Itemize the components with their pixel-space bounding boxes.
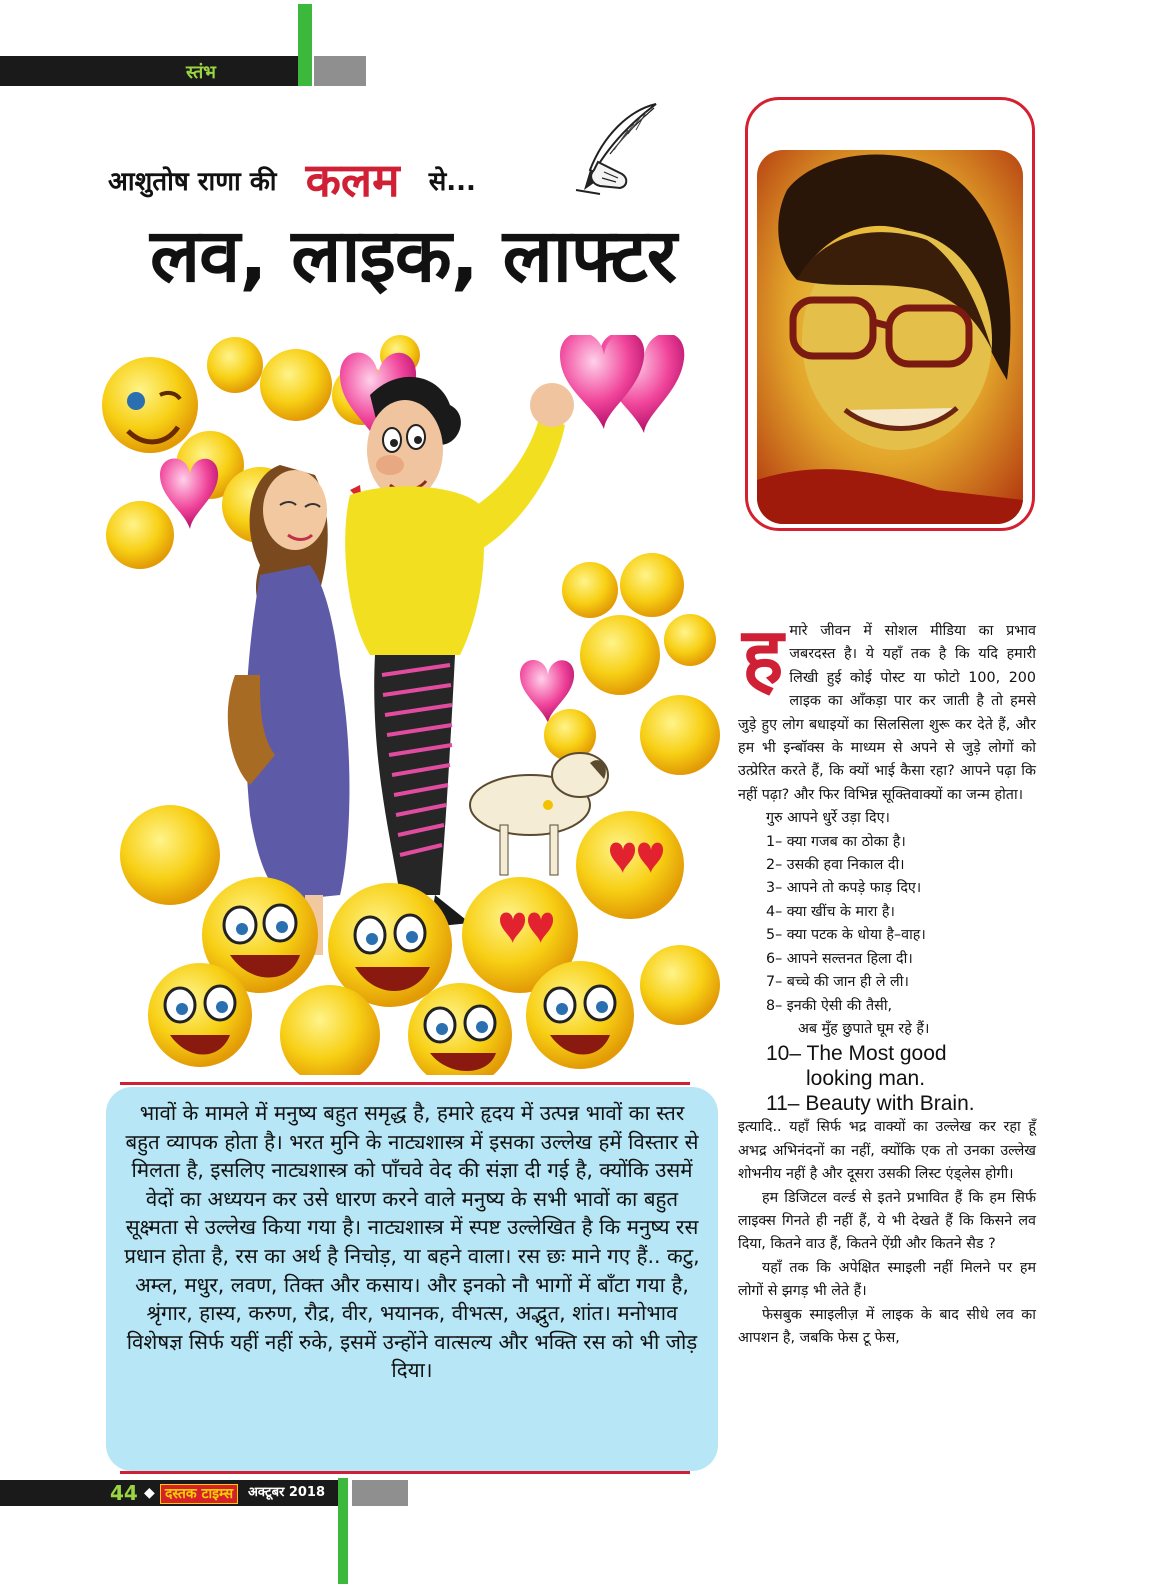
list-item: 8– इनकी ऐसी की तैसी, [766,997,893,1014]
list-item: 6– आपने सल्तनत हिला दी। [766,950,913,967]
list-item: 4– क्या खींच के मारा है। [766,903,895,920]
list-item: 7– बच्चे की जान ही ले ली। [766,974,909,991]
article-paragraph: यहाँ तक कि अपेक्षित स्माइली नहीं मिलने पर हम लोगों से झगड़ भी लेते हैं। [738,1259,1036,1300]
list-item: 5– क्या पटक के धोया है–वाह। [766,927,926,944]
list-item: 1– क्या गजब का ठोका है। [766,833,906,850]
article-intro-text: मारे जीवन में सोशल मीडिया का प्रभाव जबरदस्त है। ये यहाँ तक है कि यदि हमारी लिखी हुई कोई पोस्ट या फोटो 100, 200 लाइक का आँकड़ा पार कर जाती है तो हमसे जुड़े हुए लोग बधाइयों का सिलसिला शुरू कर देते हैं, और हम भी इन्बॉक्स के माध्यम से अपने से जुड़े लोगों को उत्प्रेरित करते हैं, कि क्यों भाई कैसा रहा? आपने पढ़ा कि नहीं पढ़ा? और फिर विभिन्न सूक्तिवाक्यों का जन्म होता। [738,623,1036,803]
quill-pen-icon [570,100,662,196]
footer-accent-green [338,1478,348,1584]
issue-date: अक्टूबर 2018 [248,1485,326,1500]
list-item-text: The Most good [806,1042,947,1066]
byline [108,142,476,207]
byline-prefix: आशुतोष राणा की [108,167,277,197]
love-like-laughter-illustration [100,335,720,1075]
section-accent-grey [314,56,366,86]
headline: लव, लाइक, लाफ्टर [150,213,677,299]
dropcap: ह [742,612,784,702]
page-number: 44 [110,1481,138,1505]
list-item: गुरु आपने धुर्रे उड़ा दिए। [766,810,890,827]
byline-suffix: से... [428,167,476,197]
author-portrait [757,150,1023,524]
article-paragraph: फेसबुक स्माइलीज़ में लाइक के बाद सीधे लव का आपशन है, जबकि फेस टू फेस, [738,1306,1036,1346]
list-item: 3– आपने तो कपड़े फाड़ दिए। [766,880,922,897]
callout-text: भावों के मामले में मनुष्य बहुत समृद्ध है, हमारे हृदय में उत्पन्न भावों का स्तर बहुत व्यापक होता है। भरत मुनि के नाट्यशास्त्र में इसका उल्लेख हमें विस्तार से मिलता है, इसलिए नाट्यशास्त्र को पाँचवे वेद की संज्ञा दी गई है, क्योंकि उसमें वेदों का अध्ययन कर उसे धारण करने वाले मनुष्य के सभी भावों का बहुत सूक्ष्मता से उल्लेख किया गया है। नाट्यशास्त्र में स्पष्ट उल्लेखित है कि मनुष्य रस प्रधान होता है, रस का अर्थ है निचोड़, या बहने वाला। रस छः माने गए हैं.. कटु, अम्ल, मधुर, लवण, तिक्त और कसाय। और इनको नौ भागों में बाँटा गया है, श्रृंगार, हास्य, करुण, रौद्र, वीर, भयानक, वीभत्स, अद्भुत, शांत। मनोभाव विशेषज्ञ सिर्फ यहीं नहीं रुके, इसमें उन्होंने वात्सल्य और भक्ति रस को भी जोड़ दिया। [124,1101,700,1383]
list-item-number: 10– [766,1042,802,1066]
article-paragraph: हम डिजिटल वर्ल्ड से इतने प्रभावित हैं कि हम सिर्फ लाइक्स गिनते ही नहीं हैं, ये भी देखते हैं कि किसने लव दिया, कितने वाउ हैं, कितने ऐंग्री और कितने सैड ? [738,1189,1036,1253]
list-item-text: Beauty with Brain. [805,1092,975,1116]
list-item-continued: अब मुँह छुपाते घूम रहे हैं। [798,1020,930,1037]
callout-box [106,1087,718,1471]
list-item-english [766,1041,1036,1091]
callout-bottom-rule [120,1471,690,1474]
byline-highlight: कलम [305,153,400,207]
article-intro [738,612,1036,807]
section-label: स्तंभ [186,62,216,83]
callout-top-rule [120,1082,690,1085]
footer-accent-grey [352,1480,408,1506]
section-header-bar [0,56,298,86]
footer-bullet: ◆ [144,1485,155,1501]
list-item-number: 11– [766,1092,800,1116]
list-item: 2– उसकी हवा निकाल दी। [766,857,905,874]
list-item-text-continued: looking man. [806,1067,926,1091]
compliments-list [738,807,1036,1116]
list-item-english [766,1091,1036,1116]
magazine-logo: दस्तक टाइम्स [160,1484,238,1504]
article-column [738,612,1036,1350]
section-accent-green [298,4,312,86]
article-paragraph: इत्यादि.. यहाँ सिर्फ भद्र वाक्यों का उल्लेख कर रहा हूँ अभद्र अभिनंदनों का नहीं, क्योंकि एक तो उनका उल्लेख शोभनीय नहीं है और दूसरा उसकी लिस्ट एंड्लेस होगी। [738,1119,1036,1183]
